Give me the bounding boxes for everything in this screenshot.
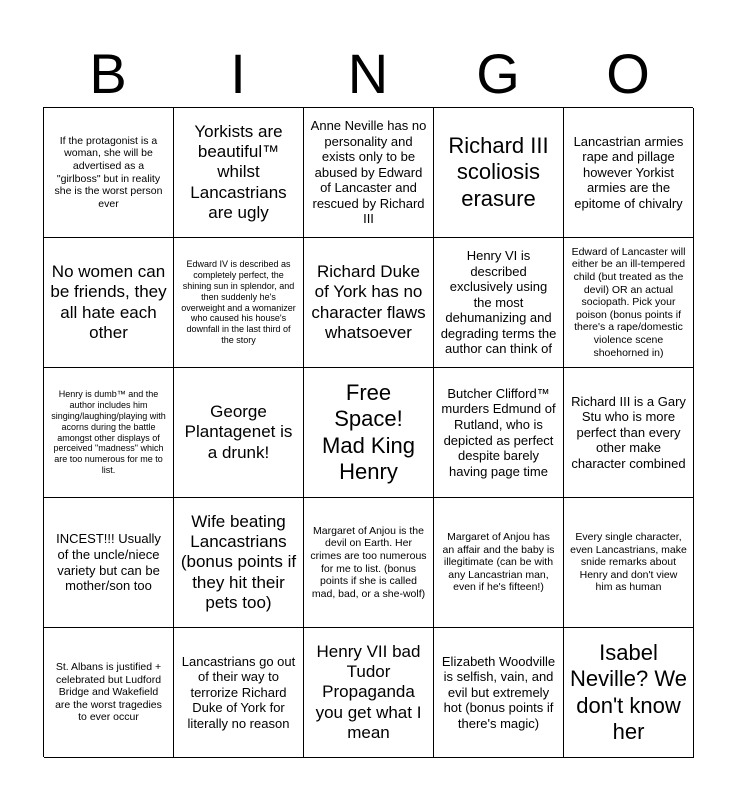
header-letter-g: G	[476, 42, 520, 105]
bingo-cell[interactable]	[304, 108, 434, 238]
bingo-cell[interactable]	[304, 238, 434, 368]
cell-text: Every single character, even Lancastrians, make snide remarks about Henry and don't view him as human	[570, 531, 687, 594]
bingo-cell[interactable]	[434, 108, 564, 238]
bingo-cell[interactable]	[564, 108, 694, 238]
cell-text: Henry VI is described exclusively using the most dehumanizing and degrading terms the author can think of	[440, 247, 557, 357]
cell-text: Lancastrians go out of their way to terrorize Richard Duke of York for literally no reason	[181, 653, 296, 731]
cell-text: Isabel Neville? We don't know her	[570, 639, 687, 744]
bingo-cell[interactable]	[44, 498, 174, 628]
cell-text: Elizabeth Woodville is selfish, vain, and evil but extremely hot (bonus points if there's magic)	[441, 653, 556, 731]
cell-text: Edward of Lancaster will either be an ill-tempered child (but treated as the devil) OR an actual sociopath. Pick your poison (bonus points if there's a rape/domestic violence scene shoehorned in)	[571, 245, 686, 359]
bingo-cell[interactable]	[434, 628, 564, 758]
bingo-cell[interactable]	[174, 628, 304, 758]
cell-text: Free Space! Mad King Henry	[322, 379, 415, 484]
header-letter-o: O	[606, 42, 650, 105]
bingo-cell[interactable]	[564, 498, 694, 628]
cell-text: If the protagonist is a woman, she will be advertised as a "girlboss" but in reality she is the worst person ever	[54, 134, 163, 210]
cell-text: Margaret of Anjou is the devil on Earth. Her crimes are too numerous for me to list. (bonus points if she is called mad, bad, or a she-wolf)	[310, 524, 427, 600]
cell-text: Richard Duke of York has no character flaws whatsoever	[311, 261, 426, 342]
free-space-cell[interactable]	[304, 368, 434, 498]
cell-text: INCEST!!! Usually of the uncle/niece variety but can be mother/son too	[56, 531, 161, 594]
cell-text: Henry VII bad Tudor Propaganda you get what I mean	[315, 641, 422, 743]
cell-text: No women can be friends, they all hate each other	[50, 261, 167, 342]
cell-text: Lancastrian armies rape and pillage however Yorkist armies are the epitome of chivalry	[573, 133, 684, 211]
cell-text: Wife beating Lancastrians (bonus points if they hit their pets too)	[180, 511, 297, 613]
bingo-cell[interactable]	[44, 238, 174, 368]
bingo-cell[interactable]	[564, 368, 694, 498]
cell-text: Richard III scoliosis erasure	[448, 132, 549, 211]
cell-text: Richard III is a Gary Stu who is more perfect than every other make character combined	[571, 393, 686, 471]
bingo-cell[interactable]	[434, 368, 564, 498]
cell-text: Yorkists are beautiful™ whilst Lancastrians are ugly	[190, 121, 287, 223]
bingo-cell[interactable]	[304, 628, 434, 758]
cell-text: Henry is dumb™ and the author includes him singing/laughing/playing with acorns during the battle amongst other displays of perceived "madness" which are too numerous for me to list.	[51, 389, 166, 475]
bingo-cell[interactable]	[174, 498, 304, 628]
cell-text: St. Albans is justified + celebrated but Ludford Bridge and Wakefield are the worst tragedies to ever occur	[55, 661, 162, 724]
bingo-cell[interactable]	[564, 238, 694, 368]
bingo-cell[interactable]	[174, 238, 304, 368]
bingo-cell[interactable]	[174, 368, 304, 498]
bingo-cell[interactable]	[434, 498, 564, 628]
cell-text: Butcher Clifford™ murders Edmund of Rutland, who is depicted as perfect despite barely having page time	[441, 385, 556, 479]
header-letter-n: N	[347, 42, 389, 105]
bingo-header	[43, 40, 693, 108]
bingo-cell[interactable]	[44, 108, 174, 238]
bingo-cell[interactable]	[44, 368, 174, 498]
header-letter-b: B	[89, 42, 127, 105]
cell-text: George Plantagenet is a drunk!	[184, 401, 293, 462]
bingo-cell[interactable]	[44, 628, 174, 758]
bingo-cell[interactable]	[174, 108, 304, 238]
bingo-cell[interactable]	[304, 498, 434, 628]
bingo-cell[interactable]	[434, 238, 564, 368]
cell-text: Edward IV is described as completely perfect, the shining sun in splendor, and then suddenly he's overweight and a womanizer who caused his house's downfall in the last third of the story	[181, 259, 296, 345]
cell-text: Margaret of Anjou has an affair and the baby is illegitimate (can be with any Lancastrian man, even if he's fifteen!)	[442, 531, 555, 594]
bingo-cell[interactable]	[564, 628, 694, 758]
bingo-grid	[43, 107, 693, 757]
cell-text: Anne Neville has no personality and exists only to be abused by Edward of Lancaster and rescued by Richard III	[310, 117, 427, 227]
header-letter-i: I	[230, 42, 246, 105]
